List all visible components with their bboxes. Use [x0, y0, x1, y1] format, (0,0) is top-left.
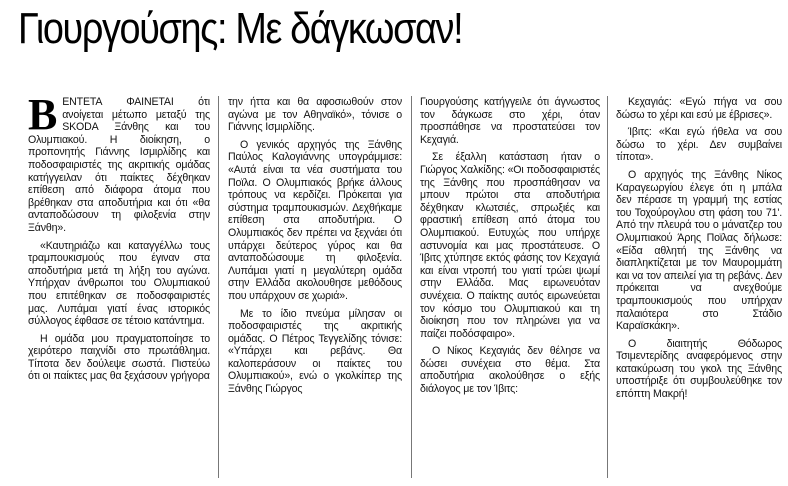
- paragraph: Ο γενικός αρχηγός της Ξάνθης Παύλος Καλογιάννης υπογράμμισε: «Αυτά είναι τα νέα συστήματα του Ποϊλα. Ο Ολυμπιακός βρήκε άλλους τρόπους να κερδίζει. Πρόκειται για σύστημα τραμπουκισμών. Δεχθήκαμε επίθεση στα αποδυτήρια. Ο Ολυμπιακός δεν πρέπει να ξεχνάει ότι υπάρχει δεύτερος γύρος και θα ανταποδώσουμε τη φιλοξενία. Λυπάμαι γιατί η μεγαλύτερη ομάδα στην Ελλάδα ακολουθησε μεθόδους που υπάρχουν σε χωριά».: [228, 138, 402, 302]
- paragraph: Ο Νίκος Κεχαγιάς δεν θέλησε να δώσει συνέχεια στο θέμα. Στα αποδυτήρια ακολούθησε ο εξής διάλογος με τον Ίβιτς:: [420, 345, 600, 396]
- article-column-2: [228, 96, 402, 401]
- paragraph: Γιουργούσης κατήγγειλε ότι άγνωστος τον δάγκωσε στο χέρι, όταν προσπάθησε να προστατεύσει τον Κεχαγιά.: [420, 96, 600, 146]
- paragraph: Σε έξαλλη κατάσταση ήταν ο Γιώργος Χαλκίδης: «Οι ποδοσφαιριστές της Ξάνθης που προσπάθησαν να μπουν πρώτοι στα αποδυτήρια δέχθηκαν κλωτσιές, σπρωξιές και φραστική επίθεση από άτομα του Ολυμπιακού. Ευτυχώς που υπήρχε αστυνομία και μας προστάτευσε. Ο Ίβιτς χτύπησε εκτός φάσης τον Κεχαγιά και είναι ντροπή του γιατί τρώει ψωμί στην Ελλάδα. Μας ειρωνευόταν συνέχεια. Ο παίκτης αυτός ειρωνεύεται τον κόσμο του Ολυμπιακού και τη διοίκηση που τον πληρώνει για να παίζει ποδόσφαιρο».: [420, 151, 600, 340]
- paragraph: Κεχαγιάς: «Εγώ πήγα να σου δώσω το χέρι και εσύ με έβρισες».: [616, 96, 782, 121]
- column-divider: [218, 96, 219, 478]
- column-divider: [411, 96, 412, 478]
- headline: Γιουργούσης: Με δάγκωσαν!: [18, 4, 463, 53]
- paragraph: [28, 90, 210, 235]
- paragraph: την ήττα και θα αφοσιωθούν στον αγώνα με τον Αθηναϊκό», τόνισε ο Γιάννης Ισμιρλίδης.: [228, 96, 402, 134]
- paragraph-text: ΕΝΤΕΤΑ ΦΑΙΝΕΤΑΙ ότι ανοίγεται μέτωπο μεταξύ της SKODA Ξάνθης και του Ολυμπιακού. Η διοίκηση, ο προπονητής Γιάννης Ισμιρλίδης και ποδοσφαιριστές της ακριτικής ομάδας κατήγγειλαν ότι παίκτες δέχθηκαν επίθεση από διάφορα άτομα που βρέθηκαν στα αποδυτήρια και ότι «θα ανταποδώσουν τη φιλοξενία στην Ξάνθη».: [28, 96, 210, 234]
- paragraph: Ο αρχηγός της Ξάνθης Νίκος Καραγεωργίου έλεγε ότι η μπάλα δεν πέρασε τη γραμμή της εστίας του Τοχούρογλου στη φάση του 71'. Από την πλευρά του ο μάνατζερ του Ολυμπιακού Άρης Ποϊλας δήλωσε: «Είδα αθλητή της Ξάνθης να διαπληκτίζεται με τον Μαυρομμάτη και να τον απειλεί για τη ρεβάνς. Δεν πρόκειται να ανεχθούμε τραμπουκισμούς που υπήρχαν παλαιότερα στο Στάδιο Καραϊσκάκη».: [616, 168, 782, 333]
- column-divider: [607, 96, 608, 478]
- paragraph: «Καυτηριάζω και καταγγέλλω τους τραμπουκισμούς που έγιναν στα αποδυτήρια μετά τη λήξη του αγώνα. Υπήρχαν άνθρωποι του Ολυμπιακού που επιτέθηκαν σε ποδοσφαιριστές μας. Λυπάμαι γιατί ένας ιστορικός σύλλογος έφθασε σε τέτοιο κατάντημα.: [28, 239, 210, 328]
- paragraph: Με το ίδιο πνεύμα μίλησαν οι ποδοσφαιριστές της ακριτικής ομάδας. Ο Πέτρος Τεγγελίδης τόνισε: «Υπάρχει και ρεβάνς. Θα καλοπεράσουν οι παίκτες του Ολυμπιακού», ενώ ο γκολκίπερ της Ξάνθης Γιώργος: [228, 307, 402, 396]
- article-column-1: [28, 90, 210, 388]
- article-column-4: [616, 96, 782, 406]
- drop-cap: Β: [28, 90, 58, 139]
- paragraph: Ίβιτς: «Και εγώ ήθελα να σου δώσω το χέρι. Δεν συμβαίνει τίποτα».: [616, 126, 782, 164]
- article-column-3: [420, 96, 600, 401]
- paragraph: Η ομάδα μου πραγματοποίησε το χειρότερο παιχνίδι στο πρωτάθλημα. Τίποτα δεν δούλεψε σωστά. Πιστεύω ότι οι παίκτες μας θα ξεχάσουν γρήγορα: [28, 332, 210, 383]
- paragraph: Ο διαιτητής Θόδωρος Τσιμεντερίδης αναφερόμενος στην κατακύρωση του γκολ της Ξάνθης υποστήριξε ότι συμβουλεύθηκε τον επόπτη Μακρή!: [616, 337, 782, 401]
